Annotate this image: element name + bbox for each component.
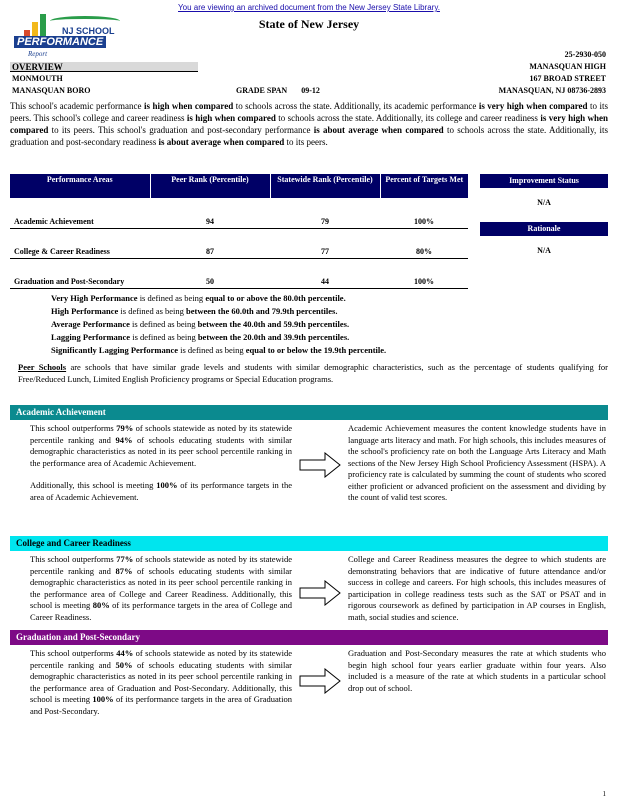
- graduation-post-secondary-description: Graduation and Post-Secondary measures the rate at which students who begin high school four years earlier graduate within four years. Also included is a measure of the rate at which students in a particular school drop out of school.: [348, 648, 606, 693]
- summary-emphasis: is about average when compared: [313, 125, 444, 135]
- cell-state: 77: [270, 228, 380, 258]
- stat: 87%: [115, 565, 133, 576]
- text: of schools educating students with similar demographic characteristics as noted in its peer school percentile ranking in the performance area of Graduation and Post-Secondary. Additionally, this school is meeting: [30, 659, 293, 704]
- archive-banner-link[interactable]: You are viewing an archived document from the New Jersey State Library.: [178, 3, 440, 12]
- peer-schools-term: Peer Schools: [18, 362, 67, 372]
- definition-term: High Performance: [51, 306, 119, 316]
- paragraph: [30, 648, 292, 717]
- definition-rule: between the 40.0th and 59.9th percentiles.: [197, 319, 350, 329]
- cell-state: 79: [270, 198, 380, 228]
- peer-schools-text: are schools that have similar grade levels and students with similar demographic characteristics, such as the percentage of students qualifying for Free/Reduced Lunch, Limited English Proficiency programs or Special Education programs.: [18, 362, 608, 384]
- table-row: [10, 198, 468, 228]
- cell-area: Academic Achievement: [10, 198, 150, 228]
- cell-state: 44: [270, 258, 380, 288]
- text: of schools educating students with similar demographic characteristics as noted in its peer school percentile ranking in the performance area of College and Career Readiness. Additionally, this school is meeting: [30, 565, 293, 610]
- performance-definitions: [51, 292, 386, 357]
- summary-text: This school's academic performance: [10, 101, 144, 111]
- section-header-college-career-readiness: College and Career Readiness: [10, 536, 608, 551]
- performance-summary: [10, 100, 608, 148]
- text: of its performance targets in the area of College and Career Readiness.: [30, 600, 292, 622]
- definition-term: Lagging Performance: [51, 332, 131, 342]
- logo-line2: PERFORMANCE: [14, 36, 106, 48]
- definition-item: [51, 305, 386, 318]
- text: This school outperforms: [30, 648, 117, 658]
- table-header-row: [10, 174, 468, 198]
- definition-term: Significantly Lagging Performance: [51, 345, 179, 355]
- school-code: 25-2930-050: [564, 50, 606, 59]
- table-row: [10, 228, 468, 258]
- improvement-status-box: [480, 174, 608, 266]
- definition-term: Average Performance: [51, 319, 130, 329]
- right-arrow-icon: [299, 668, 341, 694]
- table-row: [10, 258, 468, 288]
- stat: 100%: [156, 480, 178, 490]
- text: of schools statewide as noted by its statewide percentile ranking and: [30, 648, 292, 670]
- col-header-peer: Peer Rank (Percentile): [150, 174, 270, 198]
- col-header-pct: Percent of Targets Met: [380, 174, 468, 198]
- cell-pct: 100%: [380, 258, 468, 288]
- paragraph: [30, 554, 292, 623]
- improvement-status-value: N/A: [537, 198, 551, 207]
- improvement-status-heading: Improvement Status: [480, 174, 608, 188]
- text: This school outperforms: [30, 423, 117, 433]
- col-header-state: Statewide Rank (Percentile): [270, 174, 380, 198]
- stat: 77%: [116, 554, 134, 564]
- stat: 44%: [116, 648, 134, 658]
- definition-rule: equal to or above the 80.0th percentile.: [205, 293, 346, 303]
- rationale-heading: Rationale: [480, 222, 608, 236]
- text: This school outperforms: [30, 554, 117, 564]
- grade-span-label: GRADE SPAN: [236, 86, 288, 95]
- summary-emphasis: is very high when compared: [10, 113, 608, 135]
- definition-item: [51, 292, 386, 305]
- summary-text: to schools across the state. Additionally, its graduation and post-secondary readiness: [10, 125, 608, 147]
- performance-table: [10, 174, 468, 289]
- cell-area: Graduation and Post-Secondary: [10, 258, 150, 288]
- stat: 79%: [116, 423, 134, 433]
- text: of its performance targets in the area of Graduation and Post-Secondary.: [30, 694, 292, 716]
- text: of its performance targets in the area of Academic Achievement.: [30, 480, 292, 502]
- college-career-readiness-summary: [30, 554, 292, 623]
- definition-item: [51, 344, 386, 357]
- school-city: MANASQUAN, NJ 08736-2893: [498, 86, 606, 95]
- definition-text: is defined as being: [137, 293, 206, 303]
- cell-peer: 87: [150, 228, 270, 258]
- academic-achievement-description: Academic Achievement measures the content knowledge students have in language arts literacy and math. For high schools, this includes measures of the school's proficiency rate on both the Language Arts Literacy and Math sections of the New Jersey High School Proficiency Assessment (HSPA). A proficiency rate is calculated by summing the count of students who scored either proficient or advanced proficient on the assessment and dividing by the count of valid test scores.: [348, 423, 606, 502]
- summary-text: to its peers. This school's college and career readiness: [10, 101, 608, 123]
- definition-item: [51, 318, 386, 331]
- college-career-readiness-description: College and Career Readiness measures the degree to which students are demonstrating behaviors that are indicative of future attendance and/or success in college and careers. For high schools, this includes measures of participation in college readiness tests such as the SAT or PSAT and in rigorous coursework as defined by participation in AP courses in English, math, social studies and science.: [348, 554, 606, 622]
- stat: 94%: [115, 434, 133, 445]
- definition-rule: equal to or below the 19.9th percentile.: [245, 345, 387, 355]
- text: of schools statewide as noted by its statewide percentile ranking and: [30, 554, 292, 576]
- grade-span-value: 09-12: [301, 86, 320, 95]
- summary-emphasis: is high when compared: [186, 113, 276, 123]
- col-header-area: Performance Areas: [10, 174, 150, 198]
- definition-term: Very High Performance: [51, 293, 138, 303]
- logo-line3: Report: [28, 50, 48, 58]
- summary-emphasis: is high when compared: [143, 101, 234, 111]
- summary-text: to its peers.: [284, 137, 328, 147]
- summary-emphasis: is very high when compared: [478, 101, 588, 111]
- rationale-value: N/A: [537, 246, 551, 255]
- definition-text: is defined as being: [118, 306, 187, 316]
- section-header-graduation-post-secondary: Graduation and Post-Secondary: [10, 630, 608, 645]
- school-street: 167 BROAD STREET: [529, 74, 606, 83]
- right-arrow-icon: [299, 452, 341, 478]
- stat: 50%: [115, 659, 133, 670]
- district-name: MANASQUAN BORO: [12, 86, 91, 95]
- definition-text: is defined as being: [130, 332, 198, 342]
- definition-text: is defined as being: [129, 319, 198, 329]
- cell-peer: 50: [150, 258, 270, 288]
- text: Additionally, this school is meeting: [30, 480, 157, 490]
- peer-schools-definition: [18, 362, 608, 385]
- grade-span: [236, 86, 320, 95]
- county-name: MONMOUTH: [12, 74, 63, 83]
- logo-line1: NJ SCHOOL: [62, 26, 115, 36]
- school-name: MANASQUAN HIGH: [529, 62, 606, 71]
- cell-peer: 94: [150, 198, 270, 228]
- summary-emphasis: is about average when compared: [158, 137, 285, 147]
- academic-achievement-summary: [30, 423, 292, 503]
- cell-area: College & Career Readiness: [10, 228, 150, 258]
- overview-heading: OVERVIEW: [10, 62, 198, 72]
- paragraph: [30, 480, 292, 503]
- definition-item: [51, 331, 386, 344]
- page-title: State of New Jersey: [258, 17, 360, 31]
- cell-pct: 100%: [380, 198, 468, 228]
- definition-text: is defined as being: [178, 345, 246, 355]
- text: of schools statewide as noted by its statewide percentile ranking and: [30, 423, 292, 445]
- right-arrow-icon: [299, 580, 341, 606]
- text: of schools educating students with similar demographic characteristics as noted in its peer school percentile ranking in the performance area of Academic Achievement.: [30, 434, 293, 468]
- summary-text: to schools across the state. Additionally, its college and career readiness: [275, 113, 541, 123]
- graduation-post-secondary-summary: [30, 648, 292, 717]
- summary-text: to its peers. This school's graduation and post-secondary performance: [48, 125, 314, 135]
- paragraph: [30, 423, 292, 469]
- definition-rule: between the 60.0th and 79.9th percentiles.: [186, 306, 338, 316]
- school-address-block: [499, 49, 606, 97]
- cell-pct: 80%: [380, 228, 468, 258]
- section-header-academic-achievement: Academic Achievement: [10, 405, 608, 420]
- stat: 80%: [92, 600, 110, 610]
- definition-rule: between the 20.0th and 39.9th percentiles.: [197, 332, 350, 342]
- stat: 100%: [92, 694, 114, 704]
- summary-text: to schools across the state. Additionally, its academic performance: [233, 101, 479, 111]
- page-number: 1: [602, 790, 606, 798]
